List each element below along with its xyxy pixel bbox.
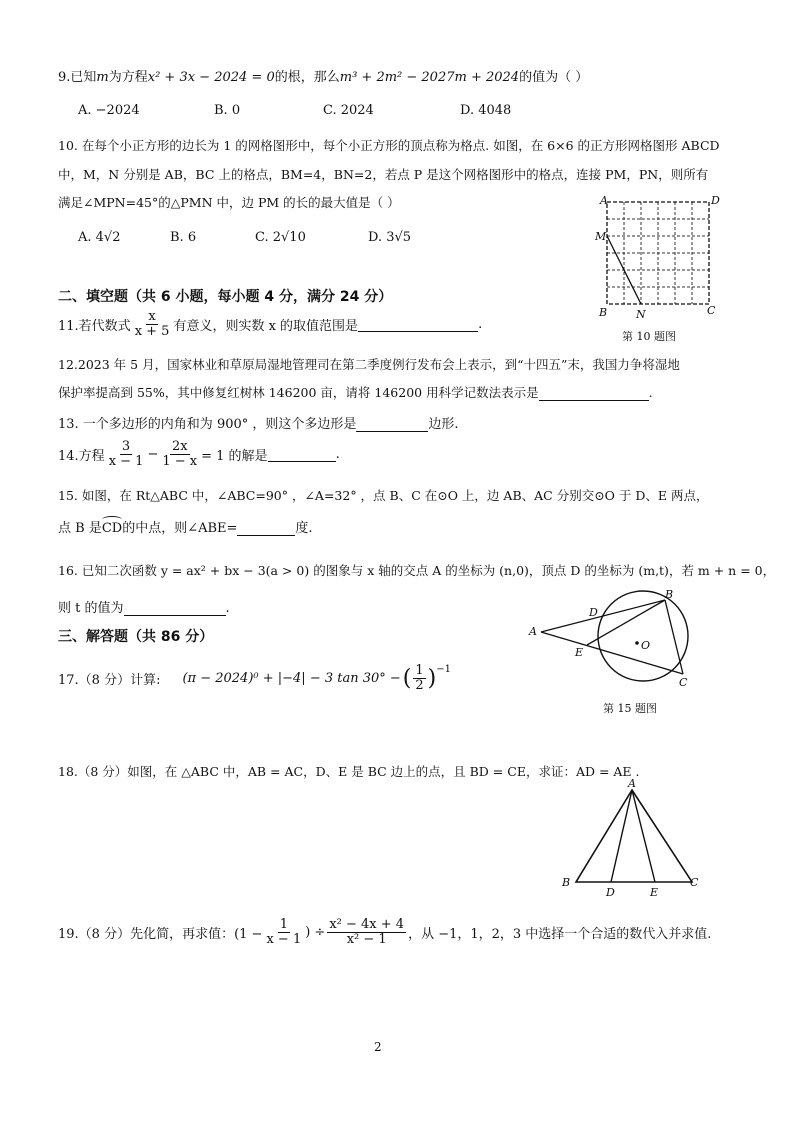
q9-equation: x² + 3x − 2024 = 0 [147, 70, 275, 85]
label-e: E [650, 886, 659, 898]
q15-arc [102, 518, 122, 536]
section2-title: 二、填空题（共 6 小题，每小题 4 分，满分 24 分） [58, 289, 393, 305]
q11-end: . [478, 316, 483, 332]
q15-line1: 15. 如图，在 Rt△ABC 中，∠ABC=90° ，∠A=32° ，点 B、C 在⊙O 上，边 AB、AC 分别交⊙O 于 D、E 两点， [58, 488, 709, 503]
q19-numerator-1: 1 [279, 917, 288, 932]
arc-mark [102, 516, 122, 523]
q14 [58, 440, 340, 468]
grid-lines [607, 202, 709, 304]
label-b: B [599, 306, 608, 319]
circle-o [598, 591, 688, 681]
q14-fraction-2 [160, 440, 199, 468]
triangle-abc [576, 790, 692, 882]
q9-option-d: D. 4048 [460, 103, 512, 118]
q11-numerator: x [148, 309, 156, 324]
label-a: A [529, 625, 537, 638]
q19-fraction-2 [327, 918, 406, 946]
q9-option-a: A. −2024 [78, 103, 140, 118]
q15-circle-figure [525, 586, 705, 698]
label-d: D [589, 606, 598, 619]
q15-text: 的中点，则∠ABE= [122, 521, 238, 536]
page-number: 2 [374, 1040, 382, 1054]
q14-eq: = 1 的解是 [201, 448, 268, 464]
q11-denominator: x + 5 [134, 323, 170, 339]
q11 [58, 310, 482, 338]
q16-text: 则 t 的值为 [58, 601, 124, 616]
q12-text: 保护率提高到 55%，其中修复红树林 146200 亩，请将 146200 用科学记数法表示是 [58, 385, 539, 400]
q15-figure-caption: 第 15 题图 [603, 702, 657, 715]
q10-line1: 10. 在每个小正方形的边长为 1 的网格图形中，每个小正方形的顶点称为格点. 如图，在 6×6 的正方形网格图形 ABCD [58, 138, 720, 153]
q14-numerator-2: 2x [171, 439, 188, 454]
q17 [58, 664, 451, 692]
q10-grid-figure [592, 192, 722, 322]
q9-var: m [96, 70, 109, 85]
q19-suffix: ，从 −1，1，2，3 中选择一个合适的数代入并求值. [408, 926, 712, 942]
q9-option-b: B. 0 [214, 103, 241, 118]
label-e: E [575, 646, 584, 659]
q19 [58, 918, 711, 946]
label-d: D [711, 194, 720, 207]
q11-fraction [133, 310, 172, 338]
q16-end: . [225, 601, 230, 616]
q14-end: . [335, 446, 340, 462]
q10-figure-caption: 第 10 题图 [622, 330, 676, 343]
q14-fraction-1 [107, 440, 146, 468]
q19-denominator-1: x − 1 [266, 931, 302, 947]
q16-line1: 16. 已知二次函数 y = ax² + bx − 3(a > 0) 的图象与 x 轴的交点 A 的坐标为 (n,0)，顶点 D 的坐标为 (m,t)，若 m + n = 0， [58, 563, 776, 578]
q15-text: 点 B 是 [58, 521, 102, 536]
q10-option-b: B. 6 [170, 230, 197, 245]
q17-exponent: −1 [436, 664, 452, 675]
label-o: O [641, 639, 651, 652]
q14-denominator-2: 1 − x [162, 453, 198, 469]
label-c: C [679, 676, 688, 689]
q9-text: 的根，那么 [274, 70, 340, 85]
q9-text: 的值为（ ） [519, 70, 589, 85]
q13 [58, 413, 459, 432]
q16-answer-blank[interactable] [124, 601, 226, 616]
q10-option-c: C. 2√10 [255, 230, 306, 245]
q9-text: 为方程 [108, 70, 148, 85]
q12-line1: 12.2023 年 5 月，国家林业和草原局湿地管理司在第二季度例行发布会上表示，到“十四五”末，我国力争将湿地 [58, 357, 680, 372]
q14-denominator-1: x − 1 [108, 453, 144, 469]
q17-prefix: 17.（8 分）计算: [58, 672, 161, 688]
label-b: B [562, 876, 571, 889]
q13-suffix: 边形. [428, 417, 459, 432]
q15-text: 度. [295, 521, 313, 536]
q19-prefix: 19.（8 分）先化简，再求值：(1 − [58, 926, 263, 942]
label-b: B [665, 588, 674, 601]
q17-paren-close: ) [427, 665, 437, 691]
q19-denominator-2: x² − 1 [346, 931, 387, 947]
q18-text: 18.（8 分）如图，在 △ABC 中，AB = AC，D、E 是 BC 边上的点，且 BD = CE，求证：AD = AE . [58, 764, 640, 779]
label-m: M [595, 230, 607, 243]
q11-prefix: 11.若代数式 [58, 318, 131, 334]
segment-ae [632, 790, 655, 882]
side-ab [541, 600, 665, 632]
q14-answer-blank[interactable] [268, 447, 336, 462]
q10-line3: 满足∠MPN=45°的△PMN 中，边 PM 的长的最大值是（ ） [58, 195, 400, 210]
label-c: C [707, 304, 716, 317]
q12-line2 [58, 383, 653, 401]
q17-denominator: 2 [415, 677, 424, 693]
segment-ad [611, 790, 632, 882]
q11-answer-blank[interactable] [358, 317, 478, 332]
q17-paren-open: ( [402, 665, 412, 691]
q13-answer-blank[interactable] [356, 417, 428, 432]
q19-mid: ) ÷ [305, 924, 326, 940]
q14-minus: − [147, 446, 159, 462]
q17-expression: (π − 2024)⁰ + |−4| − 3 tan 30° − [182, 670, 401, 686]
q9-stem [58, 66, 588, 85]
q18-triangle-figure [556, 778, 706, 898]
q15-answer-blank[interactable] [237, 521, 295, 536]
q19-numerator-2: x² − 4x + 4 [329, 917, 405, 932]
label-d: D [606, 886, 615, 898]
q12-answer-blank[interactable] [539, 386, 649, 401]
q12-end: . [648, 385, 653, 400]
q9-expression: m³ + 2m² − 2027m + 2024 [339, 70, 520, 85]
q11-suffix: 有意义，则实数 x 的取值范围是 [173, 318, 359, 334]
center-o [635, 641, 639, 645]
q17-numerator: 1 [415, 663, 424, 678]
q14-prefix: 14.方程 [58, 448, 105, 464]
q10-option-a: A. 4√2 [78, 230, 121, 245]
section3-title: 三、解答题（共 86 分） [58, 629, 214, 645]
q19-fraction-1 [264, 918, 303, 946]
segment-be [587, 600, 665, 645]
q9-text: 9.已知 [58, 70, 97, 85]
q13-prefix: 13. 一个多边形的内角和为 900° ，则这个多边形是 [58, 417, 357, 432]
label-a: A [628, 778, 636, 790]
q10-line2: 中，M，N 分别是 AB，BC 上的格点，BM=4，BN=2，若点 P 是这个网格图形中的格点，连接 PM，PN，则所有 [58, 167, 709, 182]
q10-option-d: D. 3√5 [368, 230, 412, 245]
label-c: C [690, 876, 699, 889]
q14-numerator-1: 3 [121, 439, 131, 454]
label-a: A [600, 194, 608, 207]
label-n: N [636, 308, 646, 321]
q16-line2 [58, 597, 230, 616]
q9-option-c: C. 2024 [323, 103, 374, 118]
q15-arc-label: CD [101, 521, 123, 536]
q15-line2 [58, 517, 313, 536]
q17-fraction [413, 664, 425, 692]
